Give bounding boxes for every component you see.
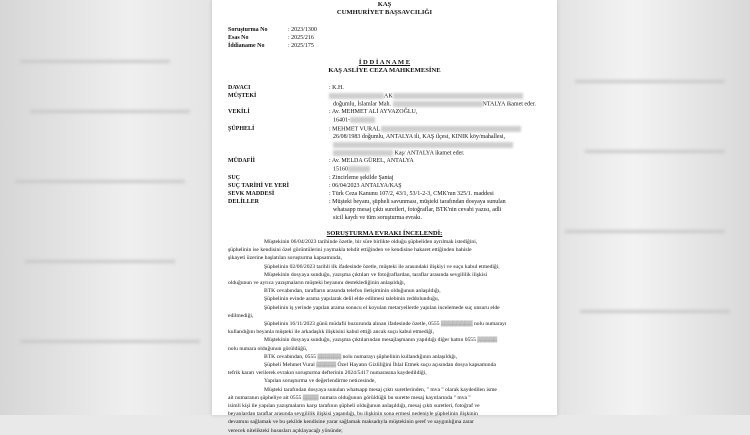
value-deliller: sicil kaydı ve tüm soruşturma evrakı. (333, 215, 422, 221)
ref-label: Esas No (228, 35, 249, 41)
body-line: olduğunun ve ayrıca yazışmaların müşteki beyanını desteklediğinin anlaşıldığı, (228, 280, 406, 287)
body-line: şikayeti üzerine başlatılan soruşturma kapsamında, (228, 255, 342, 262)
header-city: KAŞ (377, 1, 392, 8)
value-davaci: : K.H. (329, 85, 344, 91)
body-line: BTK cevabından, tarafların arasında telefon iletişiminin olduğunun anlaşıldığı, (264, 288, 441, 295)
value-vekili-id (333, 117, 375, 124)
body-line: Yapılan soruşturma ve değerlendirme neticesinde, (264, 378, 376, 385)
body-line: Müştekinin dosyaya sunduğu, yazışma çıktıları ve fotoğraflardan, taraflar arasında sevgililik ilişkisi (264, 271, 488, 278)
body-line: Müştekinin 06/04/2023 tarihinde özetle, bir süre birlikte olduğu şüpheliden ayrılmak istediğini, (264, 239, 478, 245)
musteki-text: NTALYA ikamet eder. (482, 101, 536, 108)
value-mudafi-id (333, 166, 370, 173)
label-tarih: SUÇ TARİHİ VE YERİ (228, 183, 289, 189)
body-text (228, 238, 528, 435)
ref-value: : 2025/216 (288, 35, 314, 41)
blurred-background-right (555, 0, 750, 415)
body-line: edilmediği, (228, 312, 254, 319)
body-line: Şüphelinin 02/06/2023 tarihli ilk ifadesinde özetle, müşteki ile arasındaki ilişkiyi ve suçu kabul etmediği, (264, 263, 500, 270)
value-suc: : Zincirleme şekilde Şantaj (329, 175, 394, 181)
body-line: devamını sağlamak ve bu şekilde kendisine yarar sağlamak maksadıyla müştekinin şeref ve saygınlığına zarar (228, 419, 474, 426)
document-title: İ D D İ A N A M E (358, 59, 411, 66)
label-suc: SUÇ (228, 175, 241, 181)
value-mudafi: : Av. MELDA GÜREL, ANTALYA (329, 158, 414, 164)
musteki-text: doğumlu, İslamlar Mah. (333, 101, 391, 108)
body-line: kullandığını beyanla müşteki ile arkadaşlık ilişkisini kabul ettiği ancak suçu kabul etmediği, (228, 329, 434, 336)
supheli-birth: 26/08/1983 doğumlu, ANTALYA ili, KAŞ ilçesi, KINIK köy/mahallesi, (333, 134, 506, 140)
body-line: Şüphelinin 16/11/2023 günü müdafii huzurunda alınan ifadesinde özetle, 0555 ▒▒▒▒▒▒▒▒ nolu numarayı (264, 321, 507, 328)
body-line: isimli kişi ile yapılan yazışmaların karşı tarafının şüpheli olduğunun anlaşıldığı, mesaj çıktı suretleri, fotoğraf ve (228, 403, 480, 410)
musteki-text: AK (384, 93, 393, 100)
value-deliller: : Müşteki beyanı, şüpheli savunması, müşteki tarafından dosyaya sunulan (329, 199, 506, 205)
blurred-background-left (0, 0, 215, 415)
section-title: SORUŞTURMA EVRAKI İNCELENDİ: (326, 230, 443, 237)
body-line: tefrik kararı verilerek evrakın soruşturma defterinin 2024/5417 numarasına kaydedildiği, (228, 370, 427, 377)
label-deliller: DELİLLER (228, 199, 260, 205)
redaction (333, 142, 513, 148)
body-line: şüphelinin ise kendisini özel görüntülerini yaymakla tehdit ettiğinden ve kendisine hakaret ettiğinden bahisle (228, 247, 472, 254)
redaction (393, 93, 523, 99)
supheli-address-redacted (333, 142, 513, 149)
value-deliller: whatsapp mesaj çıktı suretleri, fotoğraflar, BTK'nin cevabi yazısı, adli (333, 207, 502, 213)
court-name: KAŞ ASLİYE CEZA MAHKEMESİNE (328, 67, 441, 74)
supheli-address (333, 150, 464, 157)
label-mudafi: MÜDAFİİ (228, 158, 255, 164)
body-line: Müştekinin dosyaya sunduğu, yazışma çıktılarından mesajlaşmanın yapıldığı diğer hattın 0555 ▒▒▒▒▒ (264, 337, 498, 344)
label-vekili: VEKİLİ (228, 109, 250, 115)
value-supheli (329, 126, 521, 133)
body-line: beyanlardan taraflar arasında sevgililik ilişkisi yaşandığı, bu ilişkinin sona ermesi nedeniyle şüphelinin ilişkinin (228, 411, 478, 418)
redaction (350, 117, 375, 123)
body-line: Şüphelinin evinde arama yapılarak delil elde edilmesi talebinin reddolunduğu, (264, 296, 440, 303)
ref-value: : 2025/175 (288, 43, 314, 49)
value-tarih: : 06/04/2023 ANTALYA/KAŞ (329, 183, 402, 189)
body-line: Şüpheli Mehmet Vural ▒▒▒▒▒ Özel Hayatın Gizliliğini İhlal Etmek suçu açısından dosya kapsamında (264, 362, 496, 369)
value-sevk: : Türk Ceza Kanunu 107/2, 43/1, 53/1-2-3, CMK'nın 325/1. maddesi (329, 191, 494, 197)
label-supheli: ŞÜPHELİ (228, 126, 255, 132)
redaction (393, 101, 483, 107)
supheli-name: : MEHMET VURAL (329, 126, 380, 133)
label-musteki: MÜŞTEKİ (228, 93, 257, 99)
body-line: ait numaranın şüpheliye ait 0555 ▒▒▒▒ numara olduğunun görüldüğü bu surette mesaj kayıtlarında " mva " (228, 394, 471, 401)
redaction (381, 126, 521, 132)
redaction (329, 93, 384, 99)
body-line: BTK cevabından, 0555 ▒▒▒▒▒▒ nolu numarayı şüphelinin kullandığının anlaşıldığı, (264, 353, 458, 360)
label-sevk: SEVK MADDESİ (228, 191, 275, 197)
body-line: verecek nitelikteki hususları açıklayacağı yönünde; (228, 427, 343, 434)
ref-label: Soruşturma No (228, 27, 268, 33)
ref-label: İddianame No (228, 43, 265, 49)
supheli-city: Kaş/ ANTALYA ikamet eder. (394, 150, 465, 157)
body-line: Şüphelinin iş yerinde yapılan arama sonucu el koyulan metaryellerde yapılan incelemede suç unsuru elde (264, 304, 500, 311)
label-davaci: DAVACI (228, 85, 251, 91)
value-musteki (329, 93, 523, 100)
redaction (333, 150, 393, 156)
body-line: nolu numara olduğunun görüldüğü, (228, 345, 308, 352)
ref-value: : 2023/1300 (288, 27, 317, 33)
value-vekili: : Av. MEHMET ALİ AYVAZOĞLU, (329, 109, 418, 115)
indictment-document (212, 0, 557, 434)
mudafi-id: 15160 (333, 166, 348, 173)
redaction (348, 166, 370, 172)
header-office: CUMHURİYET BAŞSAVCILIĞI (336, 9, 433, 16)
vekili-id: 16401- (333, 117, 350, 124)
value-musteki-address (333, 101, 536, 108)
body-line: Müşteki tarafından dosyaya sunulan whatsapp mesaj çıktı suretlerinden, " mva " olarak kaydedilen isme (264, 386, 497, 393)
